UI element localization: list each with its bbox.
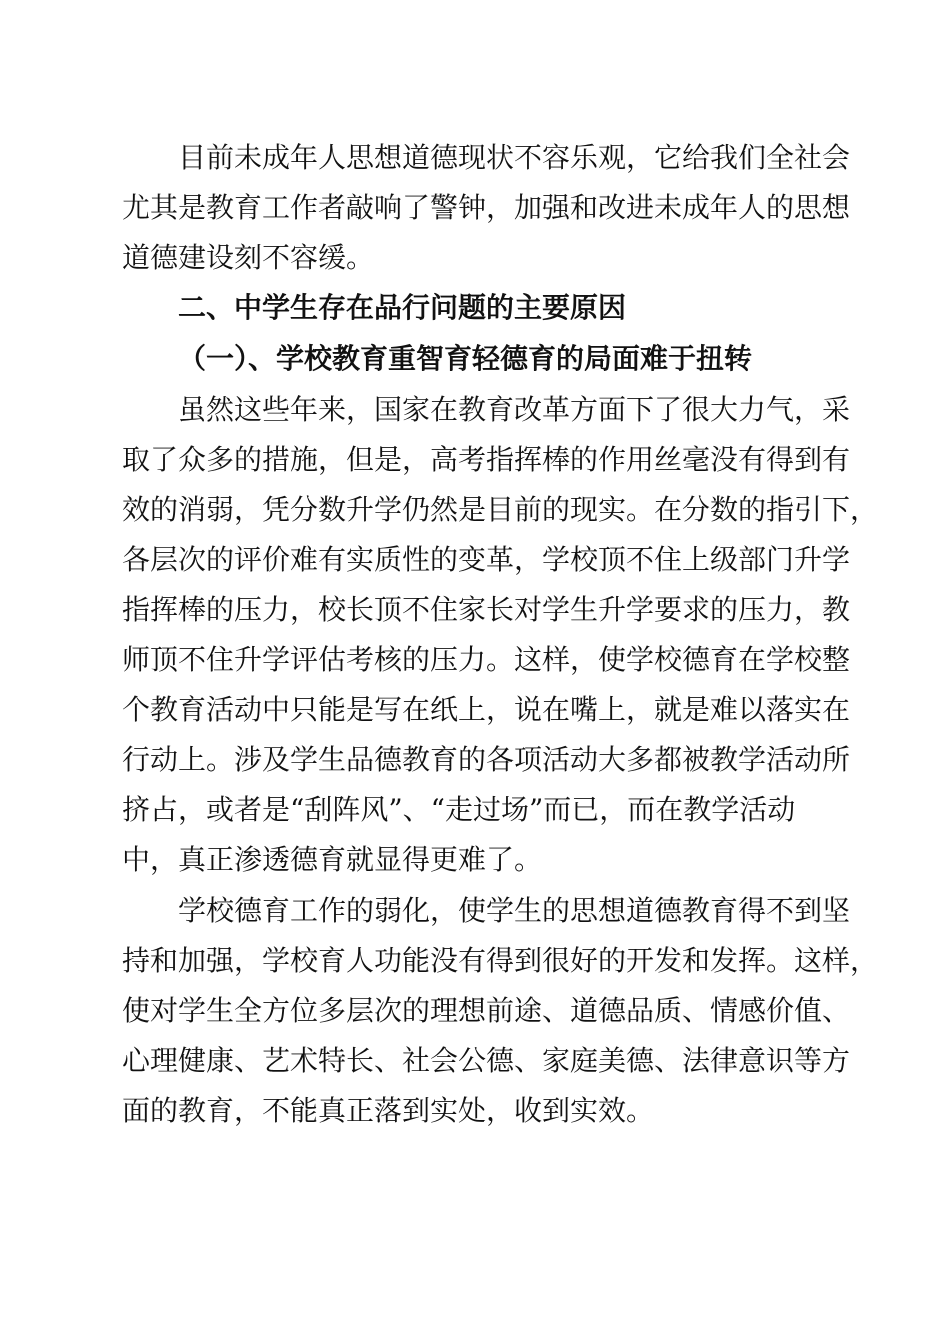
paragraph-3-line-3: 使对学生全方位多层次的理想前途、道德品质、情感价值、 (122, 994, 851, 1027)
paragraph-1-line-3: 道德建设刻不容缓。 (122, 241, 375, 274)
paragraph-3-line-5: 面的教育，不能真正落到实处，收到实效。 (122, 1094, 655, 1127)
paragraph-1-line-1: 目前未成年人思想道德现状不容乐观，它给我们全社会 (178, 141, 851, 174)
paragraph-2-line-10: 中，真正渗透德育就显得更难了。 (122, 843, 543, 876)
paragraph-2-line-5: 指挥棒的压力，校长顶不住家长对学生升学要求的压力，教 (122, 593, 851, 626)
paragraph-2-line-8: 行动上。涉及学生品德教育的各项活动大多都被教学活动所 (122, 743, 851, 776)
paragraph-2-line-9: 挤占，或者是“刮阵风”、“走过场”而已，而在教学活动 (122, 793, 796, 826)
paragraph-2-line-3: 效的消弱，凭分数升学仍然是目前的现实。在分数的指引下， (122, 493, 879, 526)
paragraph-2-line-4: 各层次的评价难有实质性的变革，学校顶不住上级部门升学 (122, 543, 851, 576)
section-heading: 二、中学生存在品行问题的主要原因 (178, 291, 627, 324)
paragraph-1-line-2: 尤其是教育工作者敲响了警钟，加强和改进未成年人的思想 (122, 191, 851, 224)
paragraph-2-line-1: 虽然这些年来，国家在教育改革方面下了很大力气，采 (178, 393, 851, 426)
paragraph-2-line-6: 师顶不住升学评估考核的压力。这样，使学校德育在学校整 (122, 643, 851, 676)
paragraph-3-line-4: 心理健康、艺术特长、社会公德、家庭美德、法律意识等方 (122, 1044, 851, 1077)
subsection-heading: （一）、学校教育重智育轻德育的局面难于扭转 (178, 342, 753, 375)
paragraph-2-line-2: 取了众多的措施，但是，高考指挥棒的作用丝毫没有得到有 (122, 443, 851, 476)
paragraph-2-line-7: 个教育活动中只能是写在纸上，说在嘴上，就是难以落实在 (122, 693, 851, 726)
paragraph-3-line-2: 持和加强，学校育人功能没有得到很好的开发和发挥。这样， (122, 944, 879, 977)
paragraph-3-line-1: 学校德育工作的弱化，使学生的思想道德教育得不到坚 (178, 894, 851, 927)
